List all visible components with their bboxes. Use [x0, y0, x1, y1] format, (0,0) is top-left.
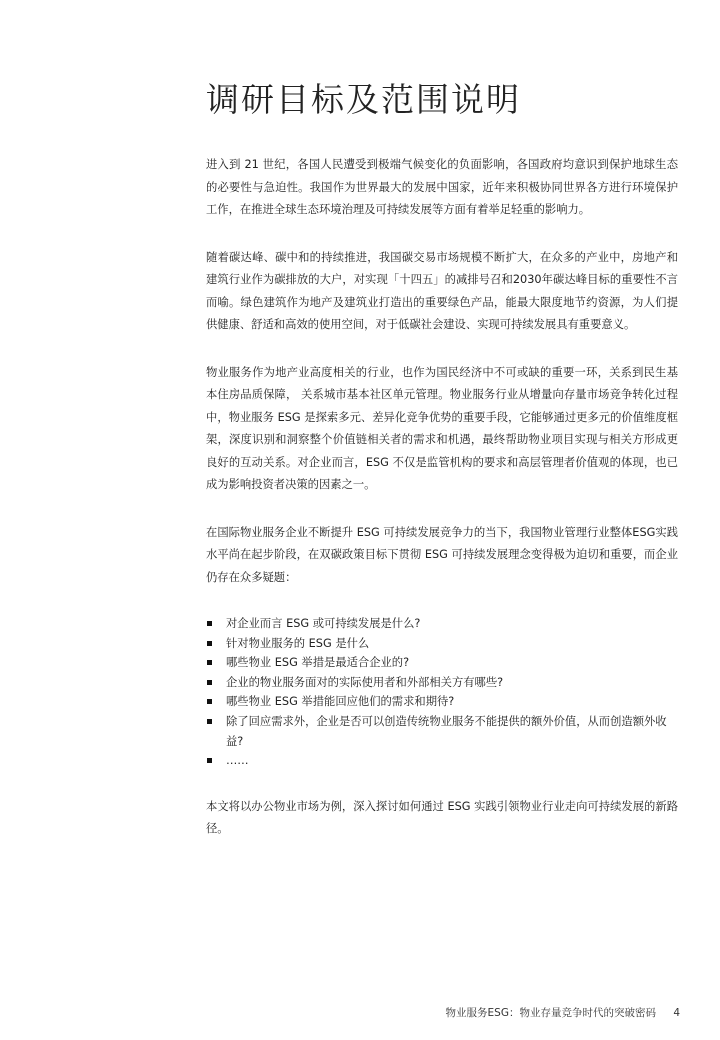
- list-item-text: ……: [226, 754, 249, 768]
- paragraph-intro: 进入到 21 世纪，各国人民遭受到极端气候变化的负面影响，各国政府均意识到保护地球生态的必要性与急迫性。我国作为世界最大的发展中国家，近年来积极协同世界各方进行环境保护工作，在推进全球生态环境治理及可持续发展等方面有着举足轻重的影响力。: [206, 158, 678, 216]
- square-bullet-icon: [207, 621, 212, 626]
- list-item: [206, 692, 678, 712]
- paragraph-questions-intro: 在国际物业服务企业不断提升 ESG 可持续发展竞争力的当下，我国物业管理行业整体ESG实践水平尚在起步阶段，在双碳政策目标下贯彻 ESG 可持续发展理念变得极为迫切和重要，而企业仍存在众多疑题：: [206, 525, 678, 584]
- paragraph-property-services: 物业服务作为地产业高度相关的行业，也作为国民经济中不可或缺的重要一环，关系到民生基本住房品质保障， 关系城市基本社区单元管理。物业服务行业从增量向存量市场竞争转化过程中，物业服务 ESG 是探索多元、差异化竞争优势的重要手段，它能够通过更多元的价值维度框架，深度识别和洞察整个价值链相关者的需求和机遇，最终帮助物业项目实现与相关方形成更良好的互动关系。对企业而言，ESG 不仅是监管机构的要求和高层管理者价值观的体现，也已成为影响投资者决策的因素之一。: [206, 365, 678, 491]
- list-item-text: 哪些物业 ESG 举措是最适合企业的?: [226, 656, 410, 670]
- body-content: [206, 154, 678, 866]
- list-item: [206, 614, 678, 634]
- footer-doc-title: 物业服务ESG：物业存量竞争时代的突破密码: [445, 1007, 656, 1019]
- list-item: [206, 751, 678, 771]
- paragraph-carbon: 随着碳达峰、碳中和的持续推进，我国碳交易市场规模不断扩大，在众多的产业中，房地产和建筑行业作为碳排放的大户，对实现「十四五」的减排号召和2030年碳达峰目标的重要性不言而喻。绿色建筑作为地产及建筑业打造出的重要绿色产品，能最大限度地节约资源，为人们提供健康、舒适和高效的使用空间，对于低碳社会建设、实现可持续发展具有重要意义。: [206, 250, 678, 331]
- square-bullet-icon: [207, 660, 212, 665]
- list-item: [206, 634, 678, 654]
- square-bullet-icon: [207, 641, 212, 646]
- page-footer: [446, 1005, 680, 1020]
- list-item: [206, 712, 678, 751]
- page-number: 4: [673, 1007, 680, 1019]
- list-item-text: 哪些物业 ESG 举措能回应他们的需求和期待?: [226, 695, 455, 709]
- list-item: [206, 653, 678, 673]
- paragraph-closing: 本文将以办公物业市场为例，深入探讨如何通过 ESG 实践引领物业行业走向可持续发展的新路径。: [206, 799, 678, 836]
- page-title: 调研目标及范围说明: [206, 80, 521, 119]
- list-item-text: 企业的物业服务面对的实际使用者和外部相关方有哪些?: [226, 675, 504, 689]
- list-item: [206, 673, 678, 693]
- question-list: [206, 614, 678, 771]
- square-bullet-icon: [207, 758, 212, 763]
- list-item-text: 对企业而言 ESG 或可持续发展是什么?: [226, 617, 421, 630]
- square-bullet-icon: [207, 719, 212, 724]
- square-bullet-icon: [207, 699, 212, 704]
- list-item-text: 针对物业服务的 ESG 是什么: [226, 636, 370, 650]
- list-item-text: 除了回应需求外，企业是否可以创造传统物业服务不能提供的额外价值，从而创造额外收益?: [226, 714, 667, 748]
- square-bullet-icon: [207, 680, 212, 685]
